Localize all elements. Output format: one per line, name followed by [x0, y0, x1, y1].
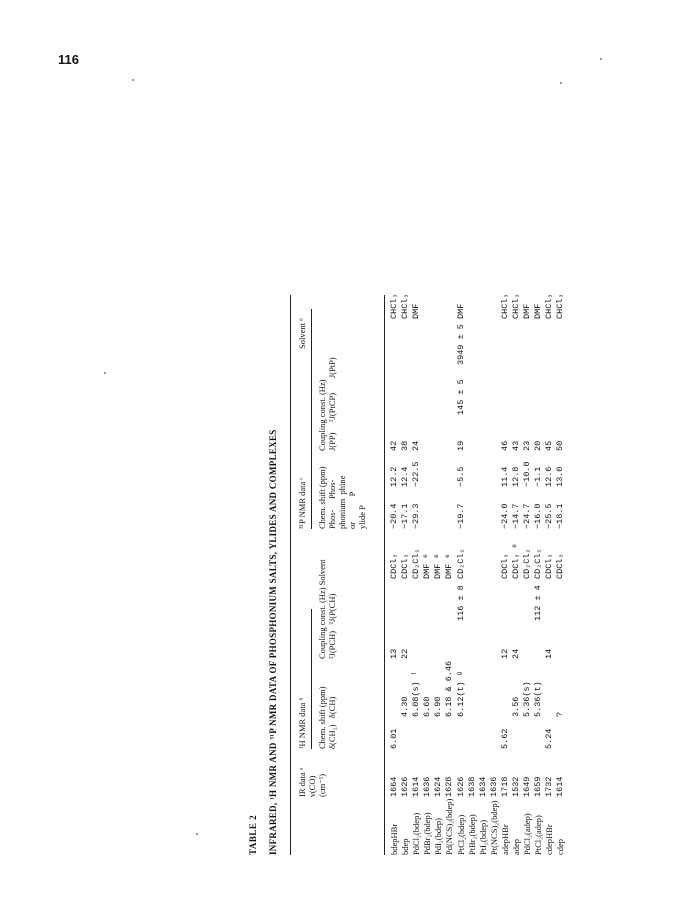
table-cell — [433, 585, 444, 621]
table-cell: −19.7 — [455, 503, 466, 529]
table-cell — [555, 379, 566, 415]
table-title: INFRARED, ¹H NMR AND ³¹P NMR DATA OF PHOSPHONIUM SALTS, YLIDES AND COMPLEXES — [268, 429, 278, 855]
table-cell: 1649 — [522, 776, 533, 797]
page-number: 116 — [58, 52, 79, 67]
table-cell: DMF — [533, 303, 544, 319]
table-cell — [544, 324, 555, 365]
table-cell: CDCl₃ — [389, 553, 399, 579]
table-cell — [411, 649, 422, 659]
table-cell: −16.0 — [533, 503, 544, 529]
table-cell: 1624 — [433, 776, 444, 797]
table-cell — [478, 293, 489, 319]
col-jptcp — [389, 379, 567, 415]
table-cell: PtCl₂(bdep) — [455, 814, 466, 855]
table-cell — [467, 729, 478, 749]
table-cell: CHCl₃ — [389, 293, 399, 319]
table-cell: 38 — [400, 440, 411, 451]
table-cell — [467, 661, 478, 717]
table-cell: 1636 — [422, 776, 433, 797]
table-cell — [444, 649, 455, 659]
col-jptp — [389, 324, 567, 365]
header-solvent: Solvent ᵈ — [297, 318, 307, 349]
table-cell — [467, 379, 478, 415]
table-cell — [444, 729, 455, 749]
table-cell — [500, 661, 511, 717]
table-cell: 1732 — [544, 776, 555, 797]
col-ir — [389, 777, 567, 797]
table-cell: −25.5 — [544, 503, 555, 529]
table-cell — [433, 324, 444, 365]
table-cell — [478, 503, 489, 529]
table-cell — [478, 661, 489, 717]
table-cell: CHCl₃ — [544, 293, 555, 319]
speck — [104, 372, 106, 374]
table-cell — [389, 379, 400, 415]
header-h-nmr: ¹H NMR data ᵇ — [297, 697, 307, 749]
table-cell: 42 — [389, 440, 399, 451]
table-cell — [533, 729, 544, 749]
table-cell — [522, 379, 533, 415]
table-cell: −1.1 — [533, 466, 544, 487]
table-cell: CHCl₃ — [400, 293, 411, 319]
table-label: TABLE 2 — [248, 814, 258, 855]
table-cell: 12 — [499, 648, 510, 659]
table-cell: −22.5 — [411, 461, 422, 487]
table-cell: DMF ᵉ — [422, 553, 433, 579]
table-cell: PdBr₂(bdep) — [422, 812, 433, 855]
table-cell: 1614 — [555, 776, 566, 797]
col-p-phine — [389, 461, 567, 487]
table-cell: adepHBr — [499, 824, 510, 855]
table-cell: 6.18 & 6.46 — [444, 660, 455, 717]
table-cell: 20 — [533, 440, 544, 451]
col-h-solvent — [389, 543, 567, 579]
rotated-table — [248, 235, 687, 855]
table-cell: 12.6 — [544, 466, 555, 487]
table-cell — [489, 585, 500, 621]
speck — [132, 79, 134, 81]
table-cell — [489, 729, 500, 749]
table-cell: PtBr₂(bdep) — [466, 814, 477, 855]
speck — [600, 58, 602, 60]
table-cell — [456, 649, 467, 659]
table-cell — [433, 503, 444, 529]
table-cell: DMF ᵉ — [444, 553, 455, 579]
table-cell — [544, 585, 555, 621]
table-cell — [422, 649, 433, 659]
header-p-coupling: Coupling const. (Hz) J(PP) ²J(PtCP) J(PtP) — [317, 357, 337, 451]
table-cell: −29.3 — [411, 503, 422, 529]
table-cell: PtCl₂(adep) — [533, 815, 544, 855]
table-cell — [511, 585, 522, 621]
table-cell — [511, 729, 522, 749]
table-cell: cdep — [555, 838, 566, 855]
table-cell: −18.1 — [555, 503, 566, 529]
table-cell — [489, 461, 500, 487]
table-cell: bdepHBr — [389, 823, 399, 855]
table-cell — [389, 324, 400, 365]
table-cell — [422, 441, 433, 451]
table-cell: 19 — [455, 440, 466, 451]
table-cell: 6.01 — [389, 728, 399, 749]
table-cell: CDCl₃ — [499, 553, 510, 579]
table-cell: 3.56 — [511, 696, 522, 717]
table-cell: CDCl₃ ᵉ — [511, 543, 522, 579]
table-cell — [422, 324, 433, 365]
table-cell: 12.8 — [511, 466, 522, 487]
table-cell: cdepHBr — [544, 824, 555, 855]
table-cell: CDCl₃ — [544, 553, 555, 579]
table-cell: Pt(NCS)₂(bdep) — [488, 800, 499, 855]
speck — [196, 833, 198, 835]
table-cell: DMF — [522, 303, 533, 319]
table-cell: 22 — [400, 648, 411, 659]
col-jpp — [389, 441, 567, 451]
table-cell — [400, 324, 411, 365]
table-cell — [444, 324, 455, 365]
col-jptch — [389, 585, 567, 621]
table-cell: 1718 — [499, 776, 510, 797]
table-cell: ? — [555, 711, 566, 717]
table-cell — [533, 379, 544, 415]
table-cell — [489, 324, 500, 365]
table-cell — [467, 441, 478, 451]
table-cell — [389, 585, 400, 621]
table-cell: 1664 — [389, 776, 399, 797]
table-cell — [500, 585, 511, 621]
table-cell — [411, 729, 422, 749]
table-cell: DMF ᵉ — [433, 553, 444, 579]
table-cell — [522, 585, 533, 621]
header-rule — [384, 295, 385, 855]
table-cell: 43 — [511, 440, 522, 451]
table-cell — [467, 543, 478, 579]
table-cell: CD₂Cl₂ — [455, 548, 466, 579]
table-cell: 5.62 — [499, 728, 510, 749]
top-rule — [290, 295, 291, 855]
table-cell: 12.2 — [389, 466, 399, 487]
table-cell: 3949 ± 5 — [455, 324, 466, 365]
table-cell: 4.30 — [400, 696, 411, 717]
header-h-shift: Chem. shift (ppm) δ(CH₂) δ(CH) — [317, 686, 337, 749]
table-cell — [467, 461, 478, 487]
table-cell — [489, 649, 500, 659]
table-cell — [522, 324, 533, 365]
table-cell: 1626 — [455, 776, 466, 797]
table-cell — [489, 293, 500, 319]
col-solvent — [389, 293, 567, 319]
table-cell — [478, 324, 489, 365]
table-cell: adep — [511, 838, 522, 855]
table-cell — [478, 379, 489, 415]
table-cell — [511, 379, 522, 415]
table-cell — [522, 729, 533, 749]
table-cell — [444, 585, 455, 621]
table-cell: 1659 — [533, 776, 544, 797]
table-cell — [422, 293, 433, 319]
table-cell — [422, 729, 433, 749]
table-cell — [478, 585, 489, 621]
table-cell: PdI₂(bdep) — [433, 818, 444, 855]
table-cell — [411, 379, 422, 415]
table-cell — [456, 729, 467, 749]
table-cell: 1614 — [411, 776, 422, 797]
header-h-coupling: Coupling const. (Hz) Solvent ²J(PCH) ²J(P(CH) — [317, 559, 337, 659]
col-compound — [389, 799, 567, 855]
table-cell: 50 — [555, 440, 566, 451]
h-nmr-rule — [311, 609, 312, 749]
table-cell — [411, 324, 422, 365]
table-cell — [433, 649, 444, 659]
p-nmr-rule — [311, 309, 312, 529]
table-cell — [444, 461, 455, 487]
table-cell: 13 — [389, 648, 399, 659]
table-cell — [500, 379, 511, 415]
table-cell — [478, 729, 489, 749]
table-cell: −5.5 — [455, 466, 466, 487]
table-cell — [467, 324, 478, 365]
table-cell: 46 — [499, 440, 510, 451]
table-cell: PtI₂(bdep) — [477, 819, 488, 855]
table-cell — [511, 324, 522, 365]
table-cell — [522, 649, 533, 659]
table-cell: CHCl₃ — [555, 293, 566, 319]
table-cell — [389, 661, 400, 717]
table-cell — [489, 379, 500, 415]
table-cell: 1634 — [477, 776, 488, 797]
table-cell — [467, 585, 478, 621]
table-cell: 1532 — [511, 776, 522, 797]
table-cell: 13.0 — [555, 466, 566, 487]
table-cell — [422, 461, 433, 487]
table-cell: 1626 — [400, 776, 411, 797]
table-cell: 45 — [544, 440, 555, 451]
table-cell — [433, 293, 444, 319]
table-cell — [533, 324, 544, 365]
table-cell — [467, 293, 478, 319]
table-cell: 116 ± 8 — [455, 585, 466, 621]
table-cell — [444, 503, 455, 529]
table-cell — [555, 585, 566, 621]
table-cell: 5.24 — [544, 728, 555, 749]
table-cell — [544, 379, 555, 415]
table-cell: 11.4 — [499, 466, 510, 487]
table-cell: −20.4 — [389, 503, 399, 529]
table-cell: 23 — [522, 440, 533, 451]
speck — [560, 82, 562, 84]
table-cell: −24.0 — [499, 503, 510, 529]
table-cell: CDCl₃ — [555, 553, 566, 579]
table-cell — [489, 661, 500, 717]
table-cell — [400, 729, 411, 749]
table-cell — [478, 543, 489, 579]
table-cell — [478, 441, 489, 451]
table-cell: 1628 — [444, 776, 455, 797]
table-cell — [533, 649, 544, 659]
table-cell: −24.7 — [522, 503, 533, 529]
table-cell — [489, 503, 500, 529]
table-cell: 24 — [411, 440, 422, 451]
table-cell: 6.12(t) ᵍ — [455, 671, 466, 717]
header-ir: IR data ᵃ ν(CO) (cm⁻¹) — [297, 767, 327, 797]
table-cell: 24 — [511, 648, 522, 659]
table-cell — [422, 379, 433, 415]
table-cell: 5.36(s) — [522, 681, 533, 717]
table-cell — [433, 379, 444, 415]
table-cell: PdCl₂(bdep) — [411, 812, 422, 855]
table-cell — [400, 585, 411, 621]
table-cell — [433, 729, 444, 749]
col-jpch — [389, 649, 567, 659]
table-cell: 1638 — [466, 776, 477, 797]
table-cell — [478, 649, 489, 659]
table-cell: CDCl₃ — [400, 553, 411, 579]
table-cell — [422, 503, 433, 529]
table-cell: −17.1 — [400, 503, 411, 529]
col-ch2 — [389, 729, 567, 749]
table-cell: DMF — [411, 303, 422, 319]
table-cell — [467, 649, 478, 659]
table-cell: bdep — [400, 838, 411, 855]
table-cell: 112 ± 4 — [533, 585, 544, 621]
table-cell: DMF — [455, 303, 466, 319]
table-cell — [411, 585, 422, 621]
table-cell — [555, 649, 566, 659]
table-cell: 6.90 — [433, 696, 444, 717]
table-cell: −14.7 — [511, 503, 522, 529]
table-cell: 5.36(t) — [533, 681, 544, 717]
table-cell — [489, 441, 500, 451]
table-cell: CHCl₃ — [499, 293, 510, 319]
table-cell — [444, 379, 455, 415]
table-cell — [555, 729, 566, 749]
col-ch — [389, 661, 567, 717]
table-cell: CD₂Cl₂ — [522, 548, 533, 579]
table-cell: 1636 — [488, 776, 499, 797]
table-cell: 145 ± 5 — [455, 379, 466, 415]
table-cell: 6.08(s) ᶠ — [411, 671, 422, 717]
table-cell — [422, 585, 433, 621]
table-cell — [489, 543, 500, 579]
col-p-ylide — [389, 503, 567, 529]
table-cell: 6.60 — [422, 696, 433, 717]
table-cell: −10.0 — [522, 461, 533, 487]
table-cell: 12.4 — [400, 466, 411, 487]
table-cell: PdCl₂(adep) — [522, 813, 533, 855]
header-p-nmr: ³¹P NMR data ᶜ — [297, 477, 307, 529]
table-cell: CD₂Cl₂ — [411, 548, 422, 579]
table-cell — [500, 324, 511, 365]
table-cell — [433, 441, 444, 451]
table-cell — [444, 441, 455, 451]
table-cell — [478, 461, 489, 487]
table-cell — [444, 293, 455, 319]
table-cell — [555, 324, 566, 365]
table-cell: CHCl₃ — [511, 293, 522, 319]
table-cell: CD₂Cl₂ — [533, 548, 544, 579]
table-cell — [433, 461, 444, 487]
table-cell — [467, 503, 478, 529]
header-p-shift: Chem. shift (ppm) Phos- Phos- phonium phine or P ylide P — [317, 466, 367, 529]
table-cell: Pd(NCS)₂(bdep) — [444, 798, 455, 855]
table-cell — [400, 379, 411, 415]
table-cell: 14 — [544, 648, 555, 659]
table-cell — [544, 661, 555, 717]
